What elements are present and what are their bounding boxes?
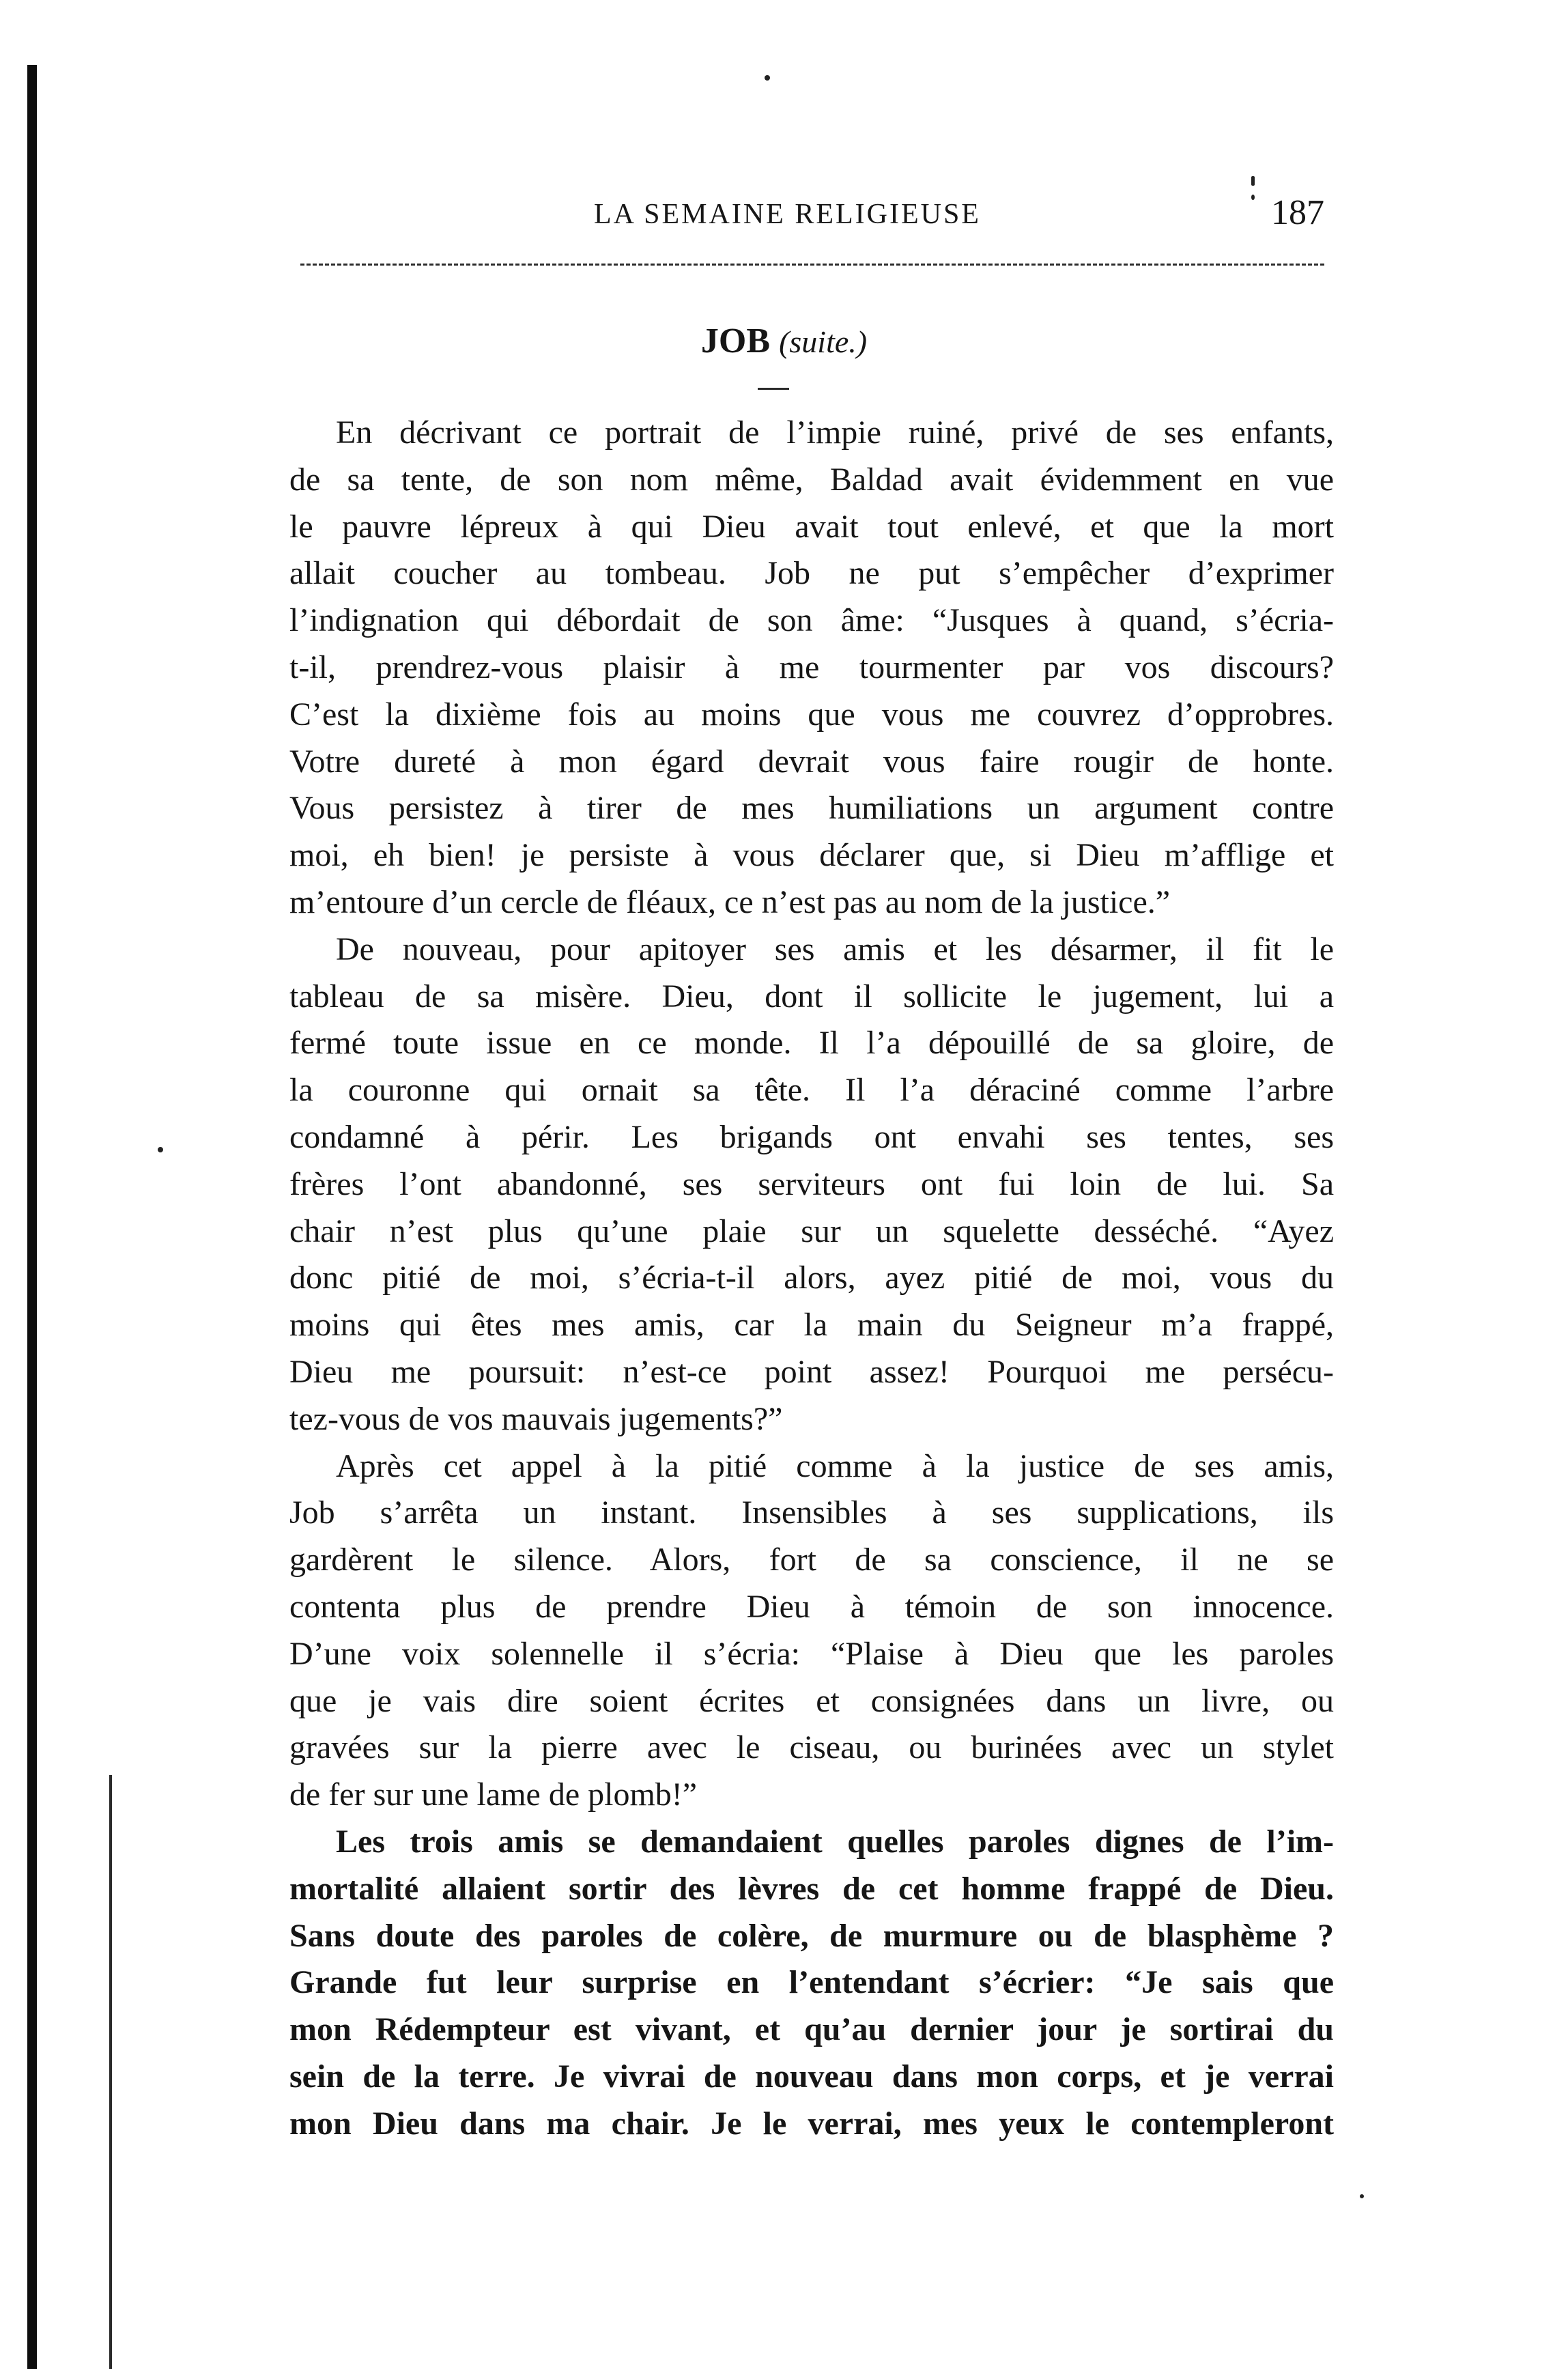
text-line: Sans doute des paroles de colère, de murmure ou de blasphème ?: [289, 1917, 1334, 1954]
ink-speck: [1251, 176, 1255, 186]
page-number: 187: [1271, 193, 1324, 232]
paragraph: [289, 1819, 1334, 2148]
text-line: le pauvre lépreux à qui Dieu avait tout enlevé, et que la mort: [289, 508, 1334, 545]
text-line: contenta plus de prendre Dieu à témoin de son innocence.: [289, 1588, 1334, 1625]
text-line: frères l’ont abandonné, ses serviteurs ont fui loin de lui. Sa: [289, 1165, 1334, 1202]
article-title-main: JOB: [700, 322, 771, 360]
text-line: Vous persistez à tirer de mes humiliations un argument contre: [289, 790, 1334, 827]
text-line: la couronne qui ornait sa tête. Il l’a déraciné comme l’arbre: [289, 1072, 1334, 1109]
text-line: mortalité allaient sortir des lèvres de cet homme frappé de Dieu.: [289, 1870, 1334, 1907]
text-line: moi, eh bien! je persiste à vous déclarer que, si Dieu m’afflige et: [289, 837, 1334, 874]
paragraph: [289, 926, 1334, 1443]
text-line: D’une voix solennelle il s’écria: “Plaise à Dieu que les paroles: [289, 1635, 1334, 1672]
paragraph: [289, 410, 1334, 926]
text-line: mon Rédempteur est vivant, et qu’au dernier jour je sortirai du: [289, 2011, 1334, 2048]
running-title: LA SEMAINE RELIGIEUSE: [594, 199, 981, 230]
text-line: gardèrent le silence. Alors, fort de sa conscience, il ne se: [289, 1542, 1334, 1578]
text-line: fermé toute issue en ce monde. Il l’a dépouillé de sa gloire, de: [289, 1025, 1334, 1062]
text-line: sein de la terre. Je vivrai de nouveau dans mon corps, et je verrai: [289, 2058, 1334, 2095]
text-line: Les trois amis se demandaient quelles paroles dignes de l’im-: [336, 1823, 1334, 1860]
text-line: De nouveau, pour apitoyer ses amis et les désarmer, il fit le: [336, 931, 1334, 967]
text-line: m’entoure d’un cercle de fléaux, ce n’est pas au nom de la justice.”: [289, 883, 1171, 920]
text-line: l’indignation qui débordait de son âme: “Jusques à quand, s’écria-: [289, 602, 1334, 639]
page-binding-edge: [27, 65, 37, 2369]
text-line: En décrivant ce portrait de l’impie ruiné, privé de ses enfants,: [336, 414, 1334, 451]
text-line: Grande fut leur surprise en l’entendant s’écrier: “Je sais que: [289, 1964, 1334, 2001]
article-title-suffix: (suite.): [779, 324, 868, 359]
header-rule: [300, 264, 1324, 266]
text-line: Dieu me poursuit: n’est-ce point assez! Pourquoi me persécu-: [289, 1353, 1334, 1390]
paragraph: [289, 1443, 1334, 1819]
text-line: tableau de sa misère. Dieu, dont il sollicite le jugement, lui a: [289, 978, 1334, 1015]
text-line: C’est la dixième fois au moins que vous me couvrez d’opprobres.: [289, 696, 1334, 733]
text-line: Après cet appel à la pitié comme à la justice de ses amis,: [336, 1447, 1334, 1484]
text-line: chair n’est plus qu’une plaie sur un squelette desséché. “Ayez: [289, 1212, 1334, 1249]
text-line: Votre dureté à mon égard devrait vous faire rougir de honte.: [289, 743, 1334, 780]
text-line: allait coucher au tombeau. Job ne put s’empêcher d’exprimer: [289, 555, 1334, 592]
article-body: [289, 410, 1334, 2147]
text-line: tez-vous de vos mauvais jugements?”: [289, 1400, 783, 1437]
text-line: Job s’arrêta un instant. Insensibles à ses supplications, ils: [289, 1494, 1334, 1531]
text-line: de sa tente, de son nom même, Baldad avait évidemment en vue: [289, 461, 1334, 498]
text-line: condamné à périr. Les brigands ont envahi ses tentes, ses: [289, 1118, 1334, 1155]
article-title: [0, 321, 1568, 361]
ink-speck: [765, 75, 770, 81]
text-line: t-il, prendrez-vous plaisir à me tourmenter par vos discours?: [289, 649, 1334, 685]
running-head: [300, 193, 1324, 240]
text-line: mon Dieu dans ma chair. Je le verrai, mes yeux le contempleront: [289, 2105, 1334, 2142]
page-binding-shadow: [109, 1775, 112, 2369]
text-line: que je vais dire soient écrites et consignées dans un livre, ou: [289, 1682, 1334, 1719]
ink-speck: [158, 1147, 163, 1152]
ink-speck: [1360, 2194, 1364, 2198]
text-line: donc pitié de moi, s’écria-t-il alors, ayez pitié de moi, vous du: [289, 1260, 1334, 1296]
text-line: moins qui êtes mes amis, car la main du Seigneur m’a frappé,: [289, 1307, 1334, 1344]
title-rule: [758, 388, 789, 390]
text-line: gravées sur la pierre avec le ciseau, ou burinées avec un stylet: [289, 1729, 1334, 1766]
text-line: de fer sur une lame de plomb!”: [289, 1776, 698, 1813]
